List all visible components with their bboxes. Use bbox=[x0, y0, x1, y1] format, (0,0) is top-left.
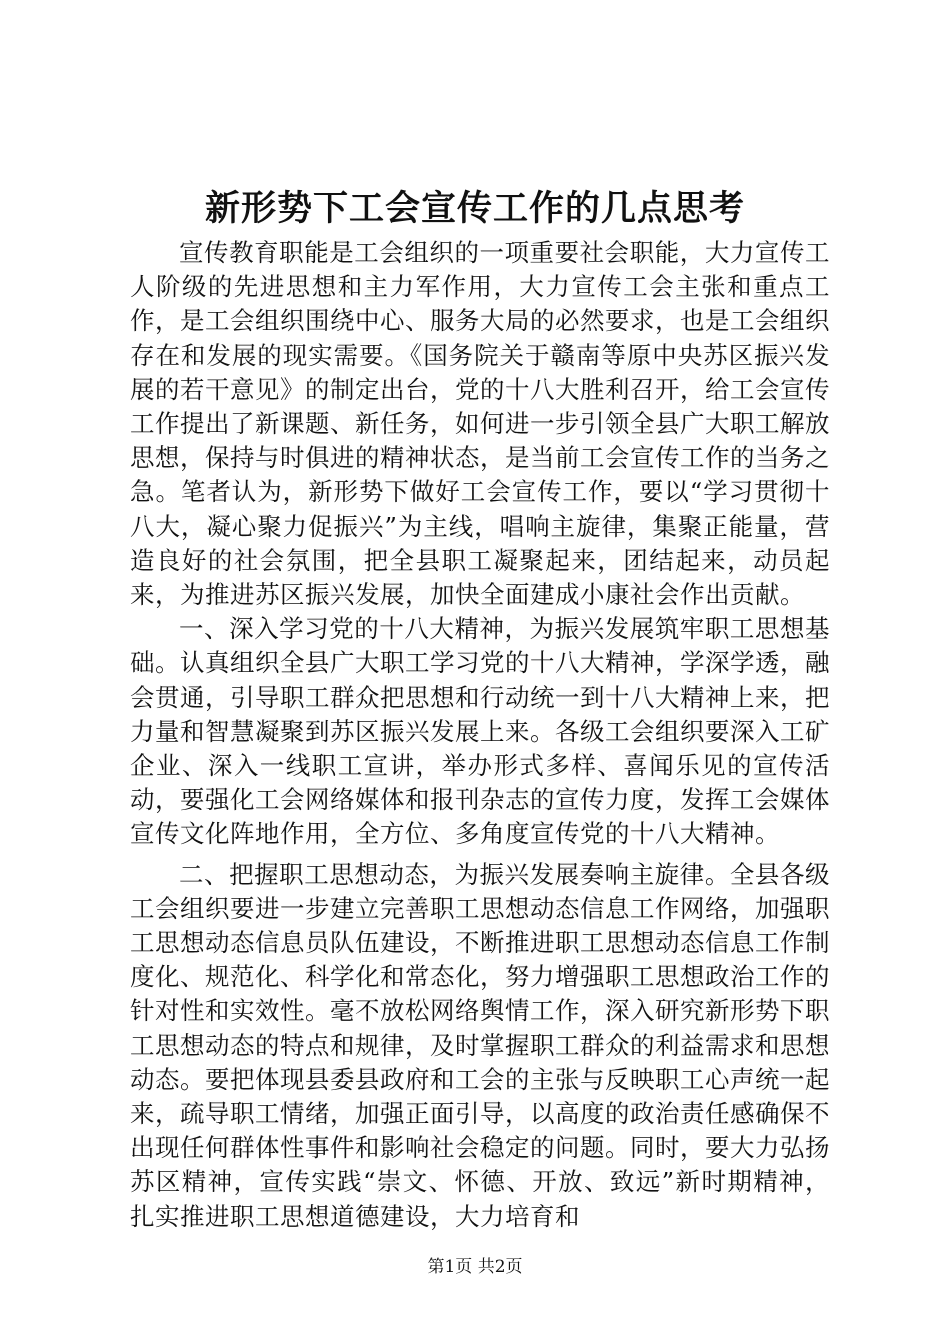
paragraph-section-1: 一、深入学习党的十八大精神，为振兴发展筑牢职工思想基础。认真组织全县广大职工学习党的十八大精神，学深学透，融会贯通，引导职工群众把思想和行动统一到十八大精神上来，把力量和智慧凝聚到苏区振兴发展上来。各级工会组织要深入工矿企业、深入一线职工宣讲，举办形式多样、喜闻乐见的宣传活动，要强化工会网络媒体和报刊杂志的宣传力度，发挥工会媒体宣传文化阵地作用，全方位、多角度宣传党的十八大精神。 bbox=[130, 614, 830, 849]
paragraph-section-2: 二、把握职工思想动态，为振兴发展奏响主旋律。全县各级工会组织要进一步建立完善职工思想动态信息工作网络，加强职工思想动态信息员队伍建设，不断推进职工思想动态信息工作制度化、规范化、科学化和常态化，努力增强职工思想政治工作的针对性和实效性。毫不放松网络舆情工作，深入研究新形势下职工思想动态的特点和规律，及时掌握职工群众的利益需求和思想动态。要把体现县委县政府和工会的主张与反映职工心声统一起来，疏导职工情绪，加强正面引导，以高度的政治责任感确保不出现任何群体性事件和影响社会稳定的问题。同时，要大力弘扬苏区精神，宣传实践“崇文、怀德、开放、致远”新时期精神，扎实推进职工思想道德建设，大力培育和 bbox=[130, 859, 830, 1231]
page-footer: 第1页 共2页 bbox=[427, 1257, 523, 1277]
document-title: 新形势下工会宣传工作的几点思考 bbox=[204, 188, 745, 229]
paragraph-intro: 宣传教育职能是工会组织的一项重要社会职能，大力宣传工人阶级的先进思想和主力军作用，大力宣传工会主张和重点工作，是工会组织围绕中心、服务大局的必然要求，也是工会组织存在和发展的现实需要。《国务院关于赣南等原中央苏区振兴发展的若干意见》的制定出台，党的十八大胜利召开，给工会宣传工作提出了新课题、新任务，如何进一步引领全县广大职工解放思想，保持与时俱进的精神状态，是当前工会宣传工作的当务之急。笔者认为，新形势下做好工会宣传工作，要以“学习贯彻十八大，凝心聚力促振兴”为主线，唱响主旋律，集聚正能量，营造良好的社会氛围，把全县职工凝聚起来，团结起来，动员起来，为推进苏区振兴发展，加快全面建成小康社会作出贡献。 bbox=[130, 238, 830, 610]
document-body bbox=[130, 236, 830, 1234]
